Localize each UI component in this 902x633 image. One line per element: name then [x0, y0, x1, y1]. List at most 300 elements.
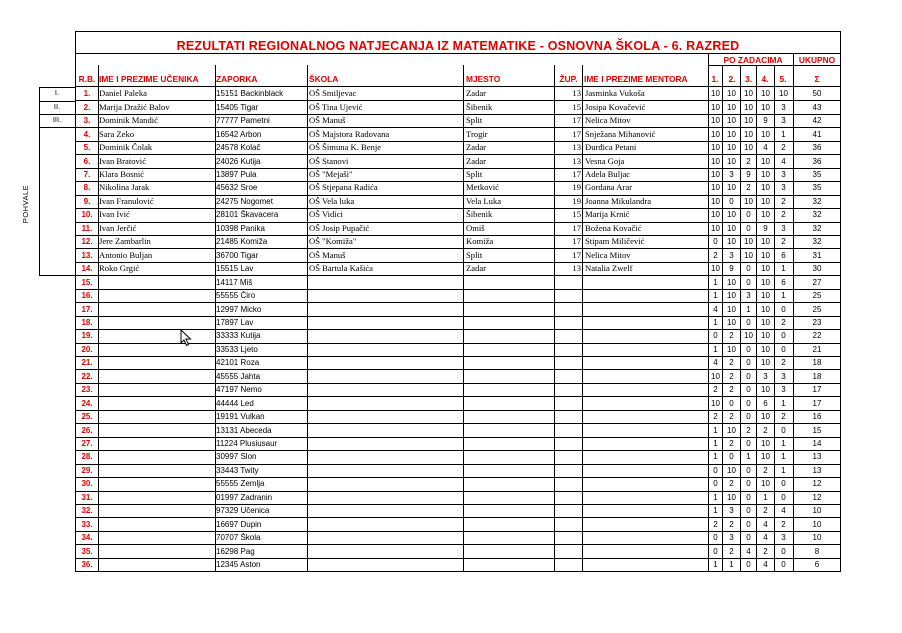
cell-county: 17	[572, 170, 581, 179]
row-separator	[75, 302, 840, 303]
cell-task-4: 10	[761, 304, 770, 314]
cell-password: 28101 Škavacera	[216, 210, 279, 220]
cell-sum: 23	[812, 317, 822, 327]
cell-password: 15515 Lav	[216, 264, 254, 274]
cell-mentor: Đurđica Petani	[585, 143, 637, 153]
cell-password: 55555 Zemlja	[216, 479, 265, 489]
cell-task-5: 3	[781, 102, 786, 112]
cell-school: OŠ Manuš	[309, 116, 346, 126]
column-separator	[98, 65, 99, 572]
cell-task-3: 3	[746, 291, 751, 301]
cell-task-2: 2	[729, 479, 734, 489]
cell-task-5: 1	[781, 291, 786, 301]
row-separator	[75, 168, 840, 169]
cell-password: 14117 Miš	[216, 277, 253, 287]
cell-school: OŠ Bartula Kašića	[309, 264, 373, 274]
cell-task-4: 10	[761, 156, 770, 166]
cell-password: 77777 Pametni	[216, 116, 270, 126]
cell-task-4: 4	[763, 519, 768, 529]
cell-task-5: 3	[781, 385, 786, 395]
cell-task-4: 10	[761, 89, 770, 99]
cell-task-1: 10	[711, 129, 720, 139]
cell-task-2: 3	[729, 533, 734, 543]
cell-task-2: 9	[729, 264, 734, 274]
cell-task-2: 2	[729, 412, 734, 422]
cell-task-5: 0	[781, 546, 786, 556]
cell-task-2: 10	[727, 277, 736, 287]
cell-rank: 28.	[81, 452, 93, 462]
cell-sum: 14	[812, 439, 822, 448]
cell-task-5: 6	[781, 250, 786, 260]
cell-rank: 20.	[81, 344, 93, 354]
cell-task-3: 0	[746, 479, 751, 489]
cell-password: 15405 Tigar	[216, 102, 259, 112]
cell-password: 12345 Aston	[216, 560, 261, 569]
cell-password: 15151 Backinblack	[216, 89, 284, 99]
cell-mentor: Marija Krnić	[585, 210, 630, 220]
cell-task-4: 10	[761, 479, 770, 489]
cell-task-2: 2	[729, 331, 734, 341]
cell-student-name: Marija Dražić Balov	[99, 102, 170, 112]
cell-student-name: Sara Zeko	[99, 129, 135, 139]
column-header-task-5: 5.	[779, 74, 787, 84]
cell-sum: 50	[812, 89, 822, 99]
cell-password: 24026 Kutija	[216, 156, 261, 166]
cell-rank: 12.	[81, 237, 93, 247]
title-bottom-border	[75, 53, 840, 54]
cell-task-5: 2	[781, 317, 786, 327]
cell-task-2: 1	[729, 560, 734, 569]
cell-task-4: 10	[761, 210, 770, 220]
cell-task-3: 10	[744, 143, 753, 153]
cell-task-5: 3	[781, 223, 786, 233]
cell-mentor: Snježana Mihanović	[585, 129, 656, 139]
cell-sum: 6	[814, 560, 820, 569]
cell-task-1: 10	[711, 223, 720, 233]
column-header-task-1: 1.	[711, 74, 719, 84]
cell-task-4: 10	[761, 183, 770, 193]
rank-first-label: I.	[54, 88, 60, 97]
cell-rank: 25.	[81, 412, 93, 422]
cell-task-2: 10	[727, 237, 736, 247]
cell-sum: 22	[812, 331, 822, 341]
rank-box-line	[39, 127, 75, 128]
cell-county: 13	[572, 156, 581, 166]
cell-task-2: 0	[729, 398, 734, 408]
cell-rank: 2.	[83, 102, 91, 112]
rank-third-label: III.	[52, 115, 62, 124]
cell-sum: 10	[812, 506, 822, 516]
cell-city: Zadar	[466, 143, 487, 153]
cell-mentor: Gordana Arar	[585, 183, 633, 193]
cell-password: 45555 Jahta	[216, 371, 261, 381]
cell-rank: 9.	[83, 196, 91, 206]
cell-task-5: 2	[781, 412, 786, 422]
cell-task-1: 1	[713, 425, 718, 435]
cell-password: 33333 Kutija	[216, 331, 261, 341]
cell-task-3: 0	[746, 277, 751, 287]
row-separator	[75, 477, 840, 478]
page-title: REZULTATI REGIONALNOG NATJECANJA IZ MATEMATIKE - OSNOVNA ŠKOLA - 6. RAZRED	[176, 39, 740, 53]
column-separator	[840, 31, 841, 572]
cell-task-1: 2	[713, 412, 718, 422]
cell-sum: 32	[812, 223, 822, 233]
cell-sum: 36	[812, 156, 822, 166]
cell-rank: 21.	[81, 358, 93, 368]
row-separator	[75, 100, 840, 101]
header-bottom-border	[75, 86, 840, 87]
cell-county: 17	[572, 129, 581, 139]
cell-county: 13	[572, 89, 581, 99]
row-separator	[75, 383, 840, 384]
cell-task-5: 1	[781, 129, 786, 139]
column-separator	[582, 65, 583, 572]
cell-task-5: 1	[781, 398, 786, 408]
cell-task-5: 3	[781, 533, 786, 543]
cell-task-2: 10	[727, 291, 736, 301]
cell-county: 13	[572, 264, 581, 274]
cell-password: 33443 Twity	[216, 465, 259, 475]
cell-sum: 43	[812, 102, 822, 112]
cell-task-4: 9	[763, 116, 768, 126]
cell-task-1: 2	[713, 519, 718, 529]
row-separator	[75, 262, 840, 263]
cell-task-1: 10	[711, 156, 720, 166]
cell-task-1: 1	[713, 560, 718, 569]
cell-task-1: 2	[713, 385, 718, 395]
cell-password: 47197 Nemo	[216, 385, 262, 395]
cell-task-5: 3	[781, 170, 786, 179]
cell-task-2: 10	[727, 465, 736, 475]
cell-task-2: 10	[727, 317, 736, 327]
row-separator	[75, 208, 840, 209]
cell-student-name: Nikolina Jarak	[99, 183, 150, 193]
cell-task-4: 10	[761, 129, 770, 139]
cell-rank: 6.	[83, 156, 91, 166]
mouse-pointer-icon	[180, 329, 192, 347]
cell-task-4: 6	[763, 398, 768, 408]
cell-county: 15	[572, 102, 581, 112]
column-separator	[75, 31, 76, 572]
rank-second-label: II.	[53, 102, 61, 111]
column-header-mentor: IME I PREZIME MENTORA	[584, 74, 688, 84]
cell-sum: 15	[812, 425, 822, 435]
cell-student-name: Dominik Čolak	[99, 143, 153, 153]
column-header-sum: Σ	[814, 74, 820, 84]
cell-task-4: 2	[763, 506, 768, 516]
cell-task-5: 0	[781, 479, 786, 489]
rank-box-top	[39, 87, 75, 88]
row-separator	[75, 154, 840, 155]
row-separator	[75, 571, 840, 572]
cell-task-4: 2	[763, 465, 768, 475]
cell-task-1: 1	[713, 452, 718, 462]
cell-sum: 25	[812, 304, 822, 314]
cell-task-4: 10	[761, 331, 770, 341]
cell-password: 45632 Sroe	[216, 183, 258, 193]
cell-sum: 32	[812, 237, 822, 247]
cell-school: OŠ Šimuna K. Benje	[309, 143, 382, 153]
cell-task-5: 2	[781, 358, 786, 368]
cell-task-2: 2	[729, 371, 734, 381]
cell-task-1: 1	[713, 344, 718, 354]
cell-task-3: 1	[746, 452, 751, 462]
cell-student-name: Daniel Paleka	[99, 89, 147, 99]
cell-sum: 13	[812, 465, 822, 475]
cell-mentor: Božena Kovačić	[585, 223, 642, 233]
cell-password: 10398 Panika	[216, 223, 265, 233]
cell-task-1: 1	[713, 291, 718, 301]
cell-city: Vela Luka	[466, 196, 502, 206]
header-po-zadacima: PO ZADACIMA	[723, 55, 783, 65]
cell-city: Metković	[466, 183, 499, 193]
cell-password: 11224 Plusiusaur	[216, 439, 278, 448]
cell-sum: 27	[812, 277, 822, 287]
cell-task-5: 2	[781, 210, 786, 220]
cell-task-2: 10	[727, 143, 736, 153]
column-header-password: ZAPORKA	[216, 74, 258, 84]
cell-password: 01997 Zadranin	[216, 492, 273, 502]
cell-sum: 12	[812, 492, 822, 502]
cell-rank: 32.	[81, 506, 93, 516]
cell-password: 19191 Vulkan	[216, 412, 265, 422]
cell-mentor: Adela Buljac	[585, 170, 631, 179]
cell-task-5: 0	[781, 560, 786, 569]
cell-task-2: 0	[729, 196, 734, 206]
cell-task-1: 10	[711, 89, 720, 99]
cell-task-5: 0	[781, 331, 786, 341]
cell-task-2: 2	[729, 519, 734, 529]
cell-task-1: 0	[713, 479, 718, 489]
row-separator	[75, 531, 840, 532]
cell-school: OŠ Josip Pupačić	[309, 223, 370, 233]
cell-task-3: 10	[744, 102, 753, 112]
cell-task-4: 4	[763, 143, 768, 153]
cell-task-1: 1	[713, 506, 718, 516]
cell-sum: 13	[812, 452, 822, 462]
cell-task-3: 0	[746, 317, 751, 327]
cell-password: 16697 Dupin	[216, 519, 262, 529]
column-header-task-2: 2.	[728, 74, 736, 84]
cell-rank: 27.	[81, 439, 93, 448]
cell-task-3: 9	[746, 170, 751, 179]
cell-city: Zadar	[466, 264, 487, 274]
rank-box-line	[39, 114, 75, 115]
cell-task-4: 10	[761, 358, 770, 368]
cell-task-2: 10	[727, 183, 736, 193]
cell-rank: 19.	[81, 331, 93, 341]
cell-task-5: 2	[781, 519, 786, 529]
cell-student-name: Antonio Buljan	[99, 250, 153, 260]
cell-mentor: Natalia Zwelf	[585, 264, 633, 274]
cell-password: 13131 Abeceda	[216, 425, 272, 435]
cell-task-1: 10	[711, 196, 720, 206]
cell-task-3: 2	[746, 156, 751, 166]
cell-task-1: 1	[713, 317, 718, 327]
cell-task-4: 4	[763, 533, 768, 543]
cell-rank: 1.	[83, 89, 91, 99]
cell-rank: 11.	[81, 223, 93, 233]
cell-task-3: 10	[744, 129, 753, 139]
cell-task-3: 10	[744, 250, 753, 260]
cell-rank: 33.	[81, 519, 93, 529]
cell-task-5: 3	[781, 116, 786, 126]
cell-county: 17	[572, 237, 581, 247]
cell-rank: 26.	[81, 425, 93, 435]
cell-county: 17	[572, 250, 581, 260]
cell-task-3: 0	[746, 560, 751, 569]
cell-rank: 14.	[81, 264, 93, 274]
column-header-task-3: 3.	[745, 74, 752, 84]
cell-mentor: Jasminka Vukoša	[585, 89, 645, 99]
cell-task-2: 10	[727, 116, 736, 126]
cell-task-2: 10	[727, 129, 736, 139]
cell-task-5: 4	[781, 506, 786, 516]
cell-task-4: 10	[761, 385, 770, 395]
cell-sum: 17	[812, 385, 822, 395]
cell-task-2: 3	[729, 506, 734, 516]
cell-rank: 16.	[81, 291, 93, 301]
column-header-city: MJESTO	[466, 74, 501, 84]
cell-task-3: 0	[746, 398, 751, 408]
cell-task-4: 10	[761, 344, 770, 354]
group-header-divider	[793, 53, 794, 65]
cell-task-1: 10	[711, 143, 720, 153]
cell-task-2: 10	[727, 223, 736, 233]
cell-task-3: 10	[744, 116, 753, 126]
cell-sum: 17	[812, 398, 822, 408]
row-separator	[75, 437, 840, 438]
cell-task-4: 2	[763, 425, 768, 435]
cell-city: Split	[466, 250, 483, 260]
cell-task-3: 0	[746, 492, 751, 502]
row-separator	[75, 423, 840, 424]
cell-student-name: Dominik Mandić	[99, 116, 158, 126]
cell-sum: 35	[812, 183, 822, 193]
column-header-county: ŽUP.	[559, 74, 578, 84]
row-separator	[75, 235, 840, 236]
cell-sum: 30	[812, 264, 822, 274]
cell-task-4: 4	[763, 560, 768, 569]
cell-task-1: 10	[711, 170, 720, 179]
cell-rank: 24.	[81, 398, 93, 408]
cell-student-name: Roko Grgić	[99, 264, 140, 274]
cell-rank: 30.	[81, 479, 93, 489]
cell-sum: 8	[814, 546, 820, 556]
cell-task-4: 2	[763, 546, 768, 556]
cell-rank: 22.	[81, 371, 93, 381]
cell-county: 17	[572, 223, 581, 233]
cell-task-4: 10	[761, 317, 770, 327]
row-separator	[75, 369, 840, 370]
cell-task-4: 10	[761, 250, 770, 260]
cell-county: 19	[572, 196, 581, 206]
cell-task-5: 0	[781, 492, 786, 502]
cell-task-3: 0	[746, 385, 751, 395]
cell-rank: 10.	[81, 210, 93, 220]
cell-city: Šibenik	[466, 102, 493, 112]
cell-school: OŠ Stanovi	[309, 156, 349, 166]
cell-mentor: Nelica Mitov	[585, 250, 631, 260]
cell-sum: 18	[812, 358, 822, 368]
rank-box-line	[39, 101, 75, 102]
group-header-left	[708, 53, 709, 65]
cell-school: OŠ Smiljevac	[309, 89, 357, 99]
cell-rank: 15.	[81, 277, 93, 287]
cell-task-4: 10	[761, 412, 770, 422]
row-separator	[75, 558, 840, 559]
column-separator	[554, 65, 555, 572]
cell-student-name: Ivan Franulović	[99, 196, 154, 206]
cell-task-3: 10	[744, 237, 753, 247]
cell-task-3: 4	[746, 546, 751, 556]
cell-task-5: 2	[781, 143, 786, 153]
cell-task-1: 10	[711, 398, 720, 408]
cell-task-2: 10	[727, 425, 736, 435]
cell-task-3: 2	[746, 425, 751, 435]
cell-rank: 4.	[83, 129, 91, 139]
header-ukupno: UKUPNO	[798, 55, 836, 65]
cell-city: Zadar	[466, 156, 487, 166]
cell-task-1: 10	[711, 210, 720, 220]
cell-task-3: 0	[746, 465, 751, 475]
cell-city: Split	[466, 170, 483, 179]
cell-task-2: 10	[727, 102, 736, 112]
row-separator	[75, 544, 840, 545]
cell-sum: 21	[812, 344, 822, 354]
cell-password: 12997 Micko	[216, 304, 262, 314]
table-top-border	[75, 31, 840, 32]
cell-task-4: 10	[761, 452, 770, 462]
cell-task-3: 1	[746, 304, 751, 314]
cell-rank: 29.	[81, 465, 93, 475]
cell-task-2: 10	[727, 304, 736, 314]
row-separator	[75, 181, 840, 182]
cell-sum: 32	[812, 196, 822, 206]
cell-task-1: 2	[713, 250, 718, 260]
row-separator	[75, 356, 840, 357]
cell-sum: 31	[812, 250, 822, 260]
cell-task-1: 10	[711, 371, 720, 381]
cell-task-4: 10	[761, 196, 770, 206]
cell-task-5: 1	[781, 264, 786, 274]
cell-task-1: 10	[711, 116, 720, 126]
cell-task-3: 10	[744, 196, 753, 206]
cell-task-1: 10	[711, 264, 720, 274]
column-separator	[463, 65, 464, 572]
cell-mentor: Stipam Miličević	[585, 237, 645, 247]
cell-rank: 8.	[83, 183, 91, 193]
cell-password: 55555 Čiro	[216, 291, 256, 301]
row-separator	[75, 517, 840, 518]
cell-sum: 16	[812, 412, 822, 422]
cell-sum: 42	[812, 116, 822, 126]
cell-city: Komiža	[466, 237, 494, 247]
commendations-box-bottom	[39, 275, 75, 276]
cell-password: 16298 Pag	[216, 546, 255, 556]
row-separator	[75, 450, 840, 451]
row-separator	[75, 396, 840, 397]
cell-rank: 18.	[81, 317, 93, 327]
cell-task-3: 0	[746, 210, 751, 220]
cell-task-5: 0	[781, 344, 786, 354]
cell-task-2: 10	[727, 156, 736, 166]
row-separator	[75, 127, 840, 128]
cell-task-4: 9	[763, 223, 768, 233]
row-separator	[75, 410, 840, 411]
cell-task-4: 10	[761, 291, 770, 301]
cell-task-1: 0	[713, 331, 718, 341]
